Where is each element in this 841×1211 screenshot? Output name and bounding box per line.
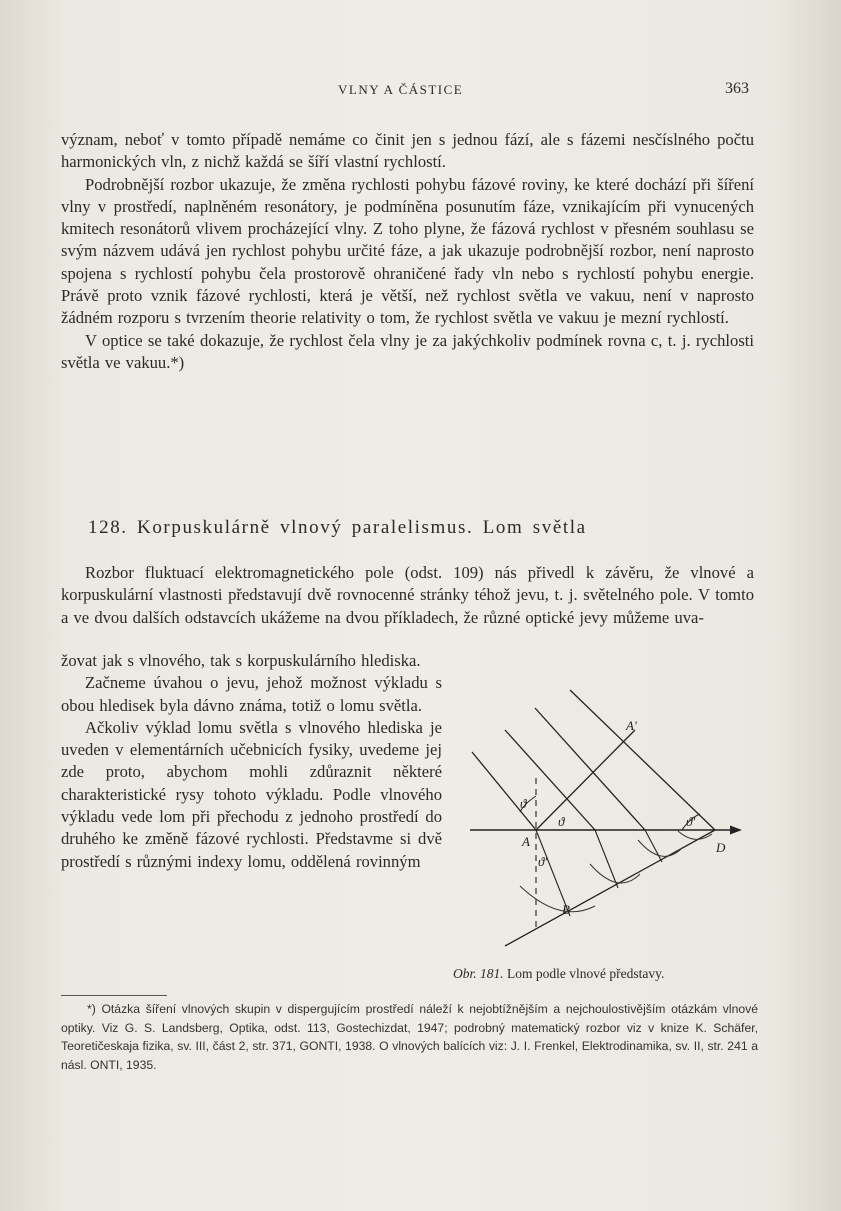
incident-ray-1 xyxy=(472,752,536,830)
paragraph-refraction-start: Začneme úvahou o jevu, jehož možnost výkladu s obou hledisek byla dávno známa, totiž o lomu světla. xyxy=(61,673,442,715)
page-header xyxy=(0,80,841,100)
label-a-prime: A' xyxy=(626,718,637,733)
label-theta-mid: ϑ xyxy=(558,814,565,829)
label-theta-top: ϑ xyxy=(520,796,527,811)
paragraph-wave-front: V optice se také dokazuje, že rychlost čela vlny je za jakýchkoliv podmínek rovna c, t. j. rychlosti světla ve vakuu.*) xyxy=(61,330,754,372)
page-number: 363 xyxy=(725,80,749,97)
text-block-top xyxy=(61,129,754,374)
paragraph-phase-velocity: Podrobnější rozbor ukazuje, že změna rychlosti pohybu fázové roviny, ke které dochází při šíření vlny v prostředí, naplněném resonátory, je podmíněna posunutím fáze, vznikajícím při vynucených kmitech resonátorů vlivem procházející vlny. Z toho plyne, že fázová rychlost v přesném souhlasu se svým názvem udává jen rychlost pohybu určité fáze, a jak ukazuje podrobnější rozbor, není naprosto spojena s rychlostí pohybu čela prostorově ohraničené řady vln nebo s rychlostí pohybu energie. Právě proto vznik fázové rychlosti, která je větší, než rychlost světla ve vakuu, není v naprosto žádném rozporu s tvrzením theorie relativity o tom, že rychlost světla ve vakuu je mezní rychlostí. xyxy=(61,174,754,328)
figure-refraction-diagram xyxy=(450,668,760,948)
paragraph-intro-wide: Rozbor fluktuací elektromagnetického pole (odst. 109) nás přivedl k závěru, že vlnové a korpuskulární vlastnosti představují dvě rovnocenné stránky téhož jevu, t. j. světelného pole. V tomto a ve dvou dalších odstavcích ukážeme na dvou příkladech, že různé optické jevy můžeme uva- xyxy=(61,563,754,627)
section-heading: 128. Korpuskulárně vlnový paralelismus. Lom světla xyxy=(88,517,587,538)
refraction-diagram-svg xyxy=(450,668,760,948)
label-theta-prime-bottom: ϑ' xyxy=(538,854,548,869)
wavelet-arc-3 xyxy=(638,840,682,856)
label-b: B xyxy=(562,902,570,917)
footnote-divider xyxy=(61,995,167,996)
incident-ray-4 xyxy=(570,690,715,830)
figure-caption-text: Lom podle vlnové představy. xyxy=(507,966,665,981)
refracted-ray-3 xyxy=(645,830,662,862)
refracted-ray-2 xyxy=(595,830,618,888)
footnote-text: *) Otázka šíření vlnových skupin v dispergujícím prostředí náleží k nejobtížnějším a nejchoulostivějším otázkám vlnové optiky. Viz G. S. Landsberg, Optika, odst. 113, Gostechizdat, 1947; podrobný matematický rozbor viz v knize K. Schäfer, Teoretičeskaja fizika, sv. III, část 2, str. 371, GONTI, 1938. O vlnových balících viz: J. I. Frenkel, Elektrodinamika, sv. II, str. 241 a násl. ONTI, 1935. xyxy=(61,1002,758,1072)
paragraph-intro-narrow: žovat jak s vlnového, tak s korpuskulárního hlediska. xyxy=(61,651,421,670)
figure-caption-number: Obr. 181. xyxy=(453,966,504,981)
text-block-section-intro xyxy=(61,562,754,629)
label-theta-prime-right: ϑ' xyxy=(686,814,696,829)
paragraph-refraction-wave: Ačkoliv výklad lomu světla s vlnového hlediska je uveden v elementárních učebnicích fysiky, uvedeme jej zde proto, abychom mohli zdůraznit některé charakteristické rysy tohoto výkladu. Podle vlnového výkladu vede lom při přechodu z jednoho prostředí do druhého ke změně fázové rychlosti. Představme si dvě prostředí s různými indexy lomu, oddělená rovinným xyxy=(61,717,442,871)
label-a: A xyxy=(522,834,530,849)
interface-arrow-icon xyxy=(730,826,742,835)
figure-caption xyxy=(453,966,763,982)
text-block-beside-figure xyxy=(61,650,442,873)
wavelet-arc-1 xyxy=(520,886,595,912)
running-head: VLNY A ČÁSTICE xyxy=(338,82,464,97)
label-d: D xyxy=(716,840,726,855)
footnote xyxy=(61,1000,758,1074)
paragraph-continuation: význam, neboť v tomto případě nemáme co činit jen s jednou fází, ale s fázemi nesčíslného počtu harmonických vln, z nichž každá se šíří vlastní rychlostí. xyxy=(61,130,754,172)
